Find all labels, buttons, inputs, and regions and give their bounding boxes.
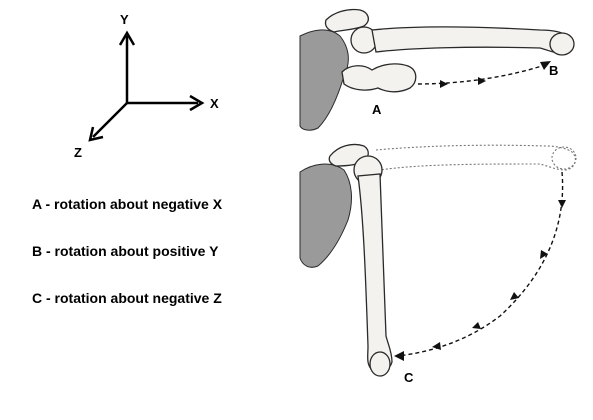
lower-arm-illustration xyxy=(300,144,576,385)
rotation-arrow-a-to-b-mid1 xyxy=(440,80,448,88)
z-axis-label: Z xyxy=(74,145,82,160)
legend-rotation-b: B - rotation about positive Y xyxy=(32,243,219,259)
rotation-arrow-to-c-1 xyxy=(558,200,566,208)
rotation-arrow-to-c-2 xyxy=(540,250,548,259)
rotation-arrow-a-to-b-mid2 xyxy=(478,77,486,85)
y-axis-label: Y xyxy=(120,12,129,27)
upper-humerus-shaft xyxy=(372,27,571,54)
legend-rotation-a: A - rotation about negative X xyxy=(32,196,223,212)
point-label-a: A xyxy=(372,102,382,117)
legend-rotation-c: C - rotation about negative Z xyxy=(32,290,222,306)
lower-humerus-shaft xyxy=(358,174,392,372)
point-label-c: C xyxy=(404,370,414,385)
rotation-arrow-to-c-4 xyxy=(472,322,481,329)
lower-ghost-humerus xyxy=(376,145,575,170)
lower-ghost-condyle xyxy=(552,147,576,169)
upper-humerus-condyle xyxy=(550,33,574,55)
rotation-arrow-to-c-end xyxy=(394,351,404,361)
lower-humerus-condyle xyxy=(370,352,390,376)
upper-ghost-bone-a xyxy=(342,64,416,92)
x-axis-label: X xyxy=(210,96,219,111)
point-label-b: B xyxy=(549,63,559,78)
coordinate-axes xyxy=(74,12,219,160)
rotation-arrow-to-c-3 xyxy=(510,292,519,300)
upper-scapula xyxy=(300,30,348,130)
upper-arm-illustration xyxy=(300,9,574,130)
z-axis-line xyxy=(93,103,127,137)
lower-scapula xyxy=(300,164,351,267)
